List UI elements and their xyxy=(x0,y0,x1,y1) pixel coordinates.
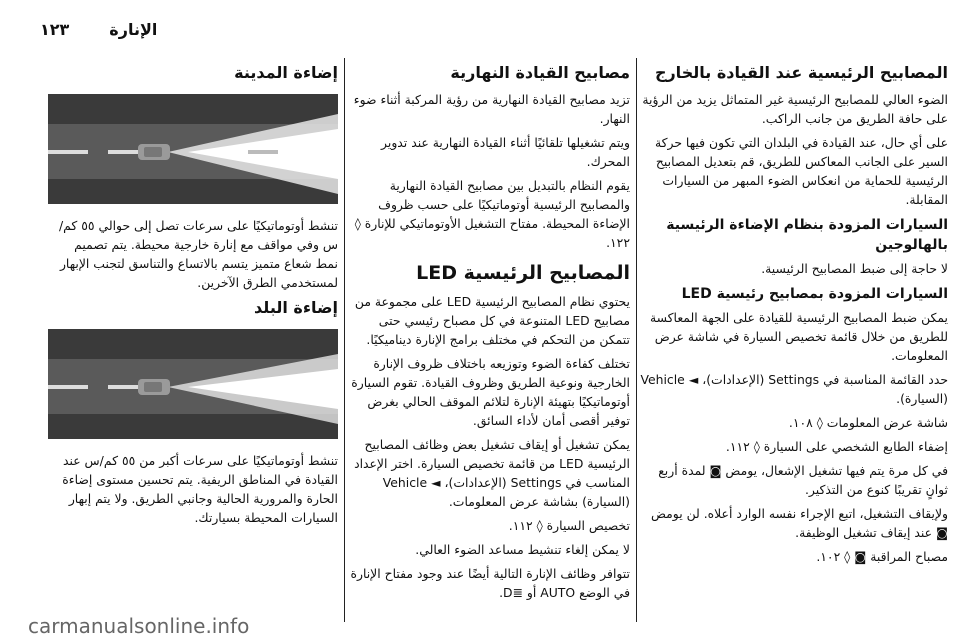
paragraph: في كل مرة يتم فيها تشغيل الإشعال، يومض ◙ لمدة أربع ثوانٍ تقريبًا كنوع من التذكير. xyxy=(658,463,948,497)
heading-halogen: السيارات المزودة بنظام الإضاءة الرئيسية بالهالوجين xyxy=(666,217,948,253)
heading-led-headlights: المصابيح الرئيسية LED xyxy=(416,262,630,284)
paragraph: الضوء العالي للمصابيح الرئيسية غير المتماثل يزيد من الرؤية على حافة الطريق من جانب الراكب. xyxy=(642,92,948,126)
cross-reference: مصباح المراقبة ◙ ◊ ١٠٢. xyxy=(816,549,948,564)
paragraph: ويتم تشغيلها تلقائيًا أثناء القيادة النهارية عند تدوير المحرك. xyxy=(381,135,630,169)
column-left xyxy=(48,62,338,628)
watermark: carmanualsonline.info xyxy=(28,614,250,638)
section-title: الإنارة xyxy=(109,19,158,39)
paragraph: لا حاجة إلى ضبط المصابيح الرئيسية. xyxy=(761,261,948,276)
paragraph: يمكن تشغيل أو إيقاف تشغيل بعض وظائف المصابيح الرئيسية LED من قائمة تخصيص السيارة. اختر الإعداد المناسب في Settings (الإعدادات)، ◄ Vehicle (السيارة) بشاشة عرض المعلومات. xyxy=(354,437,630,509)
paragraph: تتوافر وظائف الإنارة التالية أيضًا عند وجود مفتاح الإنارة في الوضع AUTO أو ≣D. xyxy=(350,566,630,600)
column-middle xyxy=(348,62,630,628)
page-header xyxy=(40,18,920,40)
paragraph: ولإيقاف التشغيل، اتبع الإجراء نفسه الوارد أعلاه. لن يومض ◙ عند إيقاف تشغيل الوظيفة. xyxy=(650,506,948,540)
heading-town-light: إضاءة المدينة xyxy=(234,63,338,82)
road-beam-icon xyxy=(48,329,338,439)
town-light-illustration xyxy=(48,94,338,204)
country-light-illustration xyxy=(48,329,338,439)
paragraph: تختلف كفاءة الضوء وتوزيعه باختلاف ظروف الإنارة الخارجية ونوعية الطريق وظروف القيادة. تقوم السيارة أوتوماتيكيًا بتهيئة الإنارة لتلائم الموقف الحالي بغرض توفير أقصى أمان لأداء السائق. xyxy=(351,356,630,428)
paragraph: يمكن ضبط المصابيح الرئيسية للقيادة على الجهة المعاكسة للطريق من خلال قائمة تخصيص السيارة في شاشة عرض المعلومات. xyxy=(649,310,948,363)
paragraph: تنشط أوتوماتيكيًا على سرعات أكبر من ٥٥ كم/س عند القيادة في المناطق الريفية. يتم تحسين مستوى إضاءة الحارة والمرورية الحالية وجانبي الطريق. ولا يتم إبهار السيارات المحيطة بسيارتك. xyxy=(62,453,338,525)
page-number: ١٢٣ xyxy=(40,19,70,39)
heading-daytime-lights: مصابيح القيادة النهارية xyxy=(450,63,630,82)
column-divider xyxy=(344,58,345,622)
paragraph: تزيد مصابيح القيادة النهارية من رؤية المركبة أثناء ضوء النهار. xyxy=(353,92,630,126)
paragraph: حدد القائمة المناسبة في Settings (الإعدادات)، ◄ Vehicle (السيارة). xyxy=(640,372,948,406)
paragraph: يقوم النظام بالتبديل بين مصابيح القيادة النهارية والمصابيح الرئيسية أوتوماتيكيًا على حسب ظروف الإضاءة المحيطة. مفتاح التشغيل الأوتوماتيكي للإنارة ◊ ١٢٢. xyxy=(354,178,630,250)
heading-led-vehicles: السيارات المزودة بمصابيح رئيسية LED xyxy=(681,286,948,302)
paragraph: تنشط أوتوماتيكيًا على سرعات تصل إلى حوالي ٥٥ كم/س وفي مواقف مع إنارة خارجية محيطة. يتم تصميم نمط شعاع متميز يتسم بالاتساع والتناسق لتجنب الإبهار لمستخدمي الطرق الآخرين. xyxy=(59,218,338,290)
cross-reference: تخصيص السيارة ◊ ١١٢. xyxy=(508,518,630,533)
paragraph: لا يمكن إلغاء تنشيط مساعد الضوء العالي. xyxy=(415,542,630,557)
column-right xyxy=(640,62,948,628)
column-divider xyxy=(636,58,637,622)
paragraph: يحتوي نظام المصابيح الرئيسية LED على مجموعة من مصابيح LED المتنوعة في كل مصباح رئيسي حتى تتمكن من التحكم في مختلف برامج الإنارة ديناميكيًا. xyxy=(354,294,630,347)
road-beam-icon xyxy=(48,94,338,204)
cross-reference: شاشة عرض المعلومات ◊ ١٠٨. xyxy=(788,415,948,430)
cross-reference: إضفاء الطابع الشخصي على السيارة ◊ ١١٢. xyxy=(725,439,948,454)
heading-country-light: إضاءة البلد xyxy=(254,298,338,317)
paragraph: على أي حال، عند القيادة في البلدان التي تكون فيها حركة السير على الجانب المعاكس للطريق، قم بتعديل المصابيح الرئيسية للحماية من انعكاس الضوء المبهر من السيارات المقابلة. xyxy=(654,135,948,207)
heading-abroad: المصابيح الرئيسية عند القيادة بالخارج xyxy=(654,63,948,82)
